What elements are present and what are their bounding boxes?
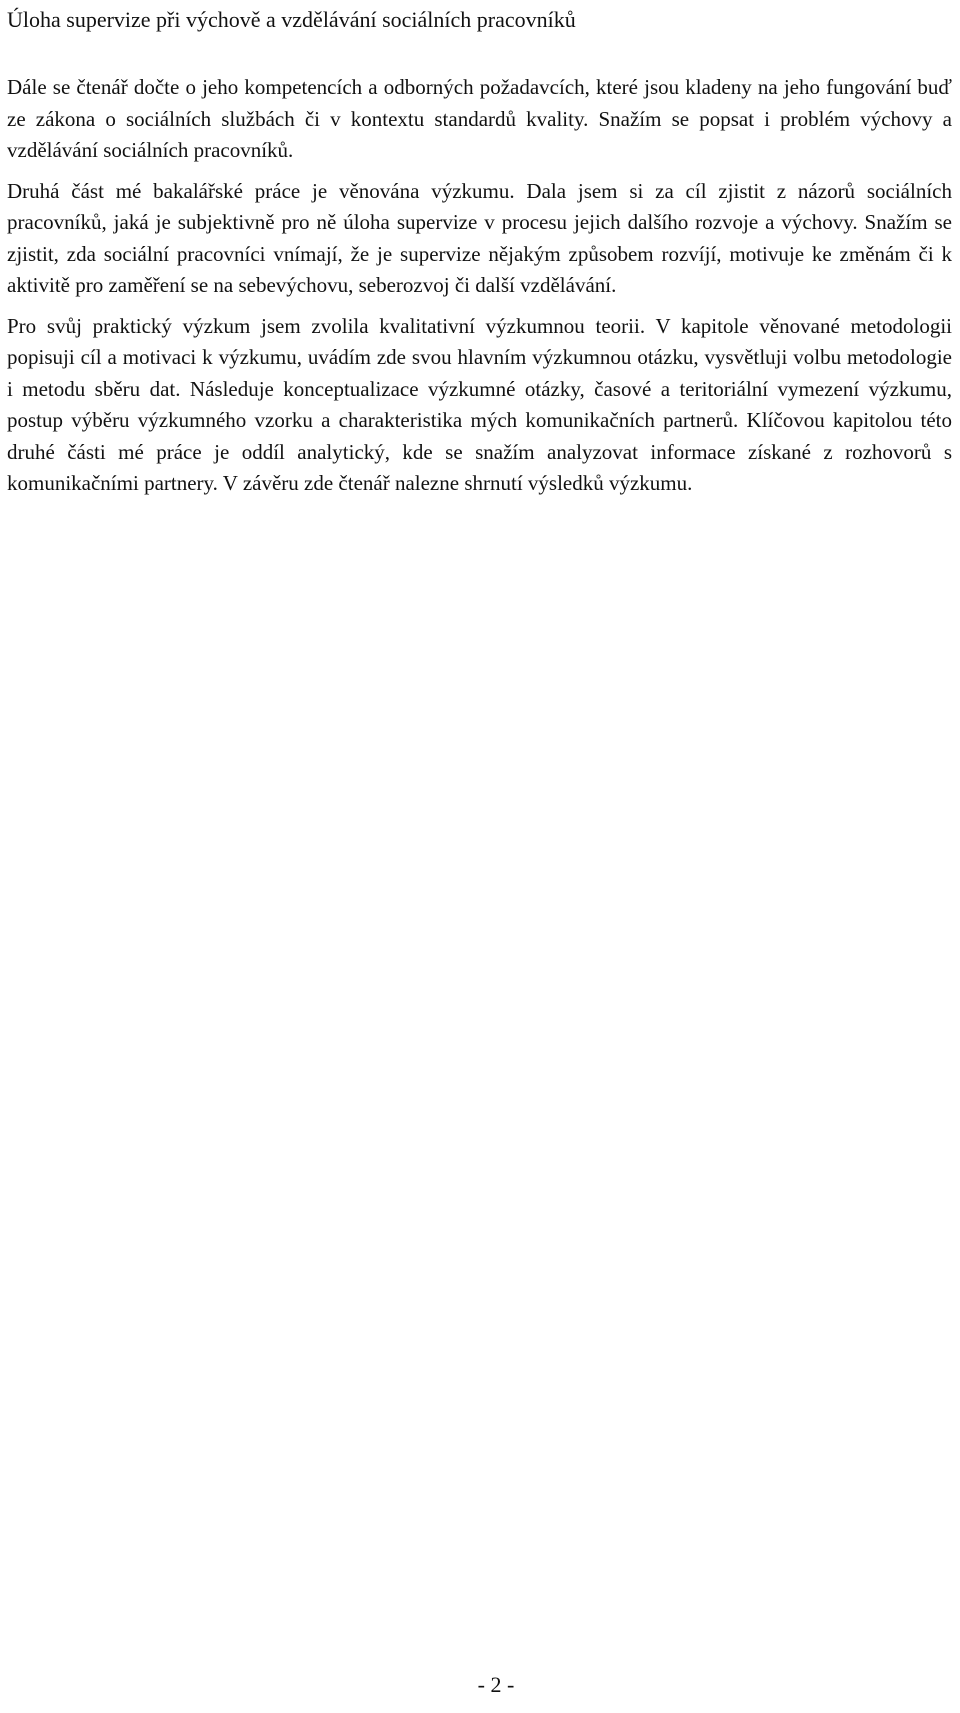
paragraph: Pro svůj praktický výzkum jsem zvolila kvalitativní výzkumnou teorii. V kapitole věnované metodologii popisuji cíl a motivaci k výzkumu, uvádím zde svou hlavním výzkumnou otázku, vysvětluji volbu metodologie i metodu sběru dat. Následuje konceptualizace výzkumné otázky, časové a teritoriální vymezení výzkumu, postup výběru výzkumného vzorku a charakteristika mých komunikačních partnerů. Klíčovou kapitolou této druhé části mé práce je oddíl analytický, kde se snažím analyzovat informace získané z rozhovorů s komunikačními partnery. V závěru zde čtenář nalezne shrnutí výsledků výzkumu. [7,313,952,495]
paragraph: Dále se čtenář dočte o jeho kompetencích a odborných požadavcích, které jsou kladeny na jeho fungování buď ze zákona o sociálních službách či v kontextu standardů kvality. Snažím se popsat i problém výchovy a vzdělávání sociálních pracovníků. [7,75,952,162]
page-number: - 2 - [477,1672,515,1697]
body-text [7,72,952,509]
running-header-title: Úloha supervize při výchově a vzdělávání sociálních pracovníků [7,7,576,32]
paragraph: Druhá část mé bakalářské práce je věnována výzkumu. Dala jsem si za cíl zjistit z názorů sociálních pracovníků, jaká je subjektivně pro ně úloha supervize v procesu jejich dalšího rozvoje a výchovy. Snažím se zjistit, zda sociální pracovníci vnímají, že je supervize nějakým způsobem rozvíjí, motivuje ke změnám či k aktivitě pro zaměření se na sebevýchovu, seberozvoj či další vzdělávání. [7,178,952,297]
